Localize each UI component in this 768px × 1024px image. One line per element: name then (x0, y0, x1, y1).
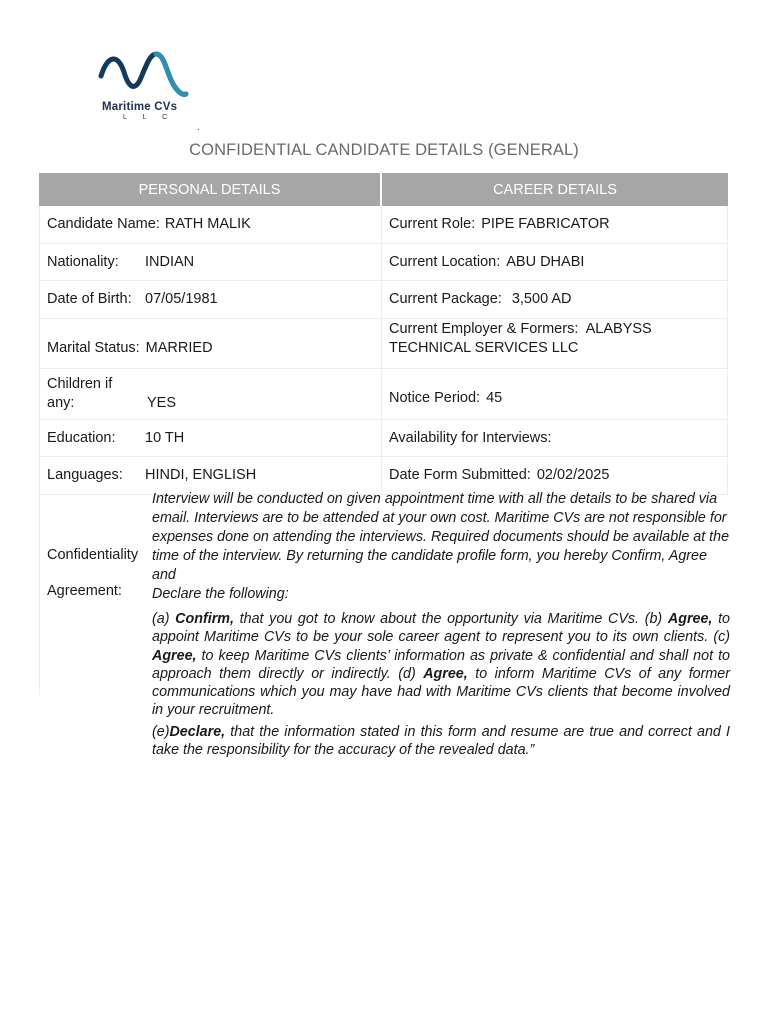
current-package-label: Current Package: (389, 291, 502, 307)
table-row (39, 319, 728, 369)
current-role-cell (382, 206, 728, 243)
children-label: Children if any: (47, 376, 113, 411)
marital-status-cell (39, 319, 382, 368)
children-value: YES (147, 394, 177, 411)
personal-details-header: PERSONAL DETAILS (39, 173, 380, 206)
availability-cell (382, 420, 728, 456)
date-submitted-label: Date Form Submitted: (389, 467, 531, 483)
education-cell (39, 420, 382, 456)
notice-period-value: 45 (486, 389, 503, 406)
clause-b-text: to appoint Maritime CVs to be your sole career agent to represent you to its own clients. (c) (152, 611, 731, 646)
agreement-label-line1: Confidentiality (47, 547, 139, 563)
career-details-header: CAREER DETAILS (382, 173, 728, 206)
logo-name: Maritime CVs (102, 101, 178, 113)
children-cell (39, 369, 382, 419)
clause-e-keyword: Declare, (169, 723, 226, 740)
table-row (39, 206, 728, 244)
education-value: 10 TH (145, 429, 185, 446)
clause-c-keyword: Agree, (152, 647, 197, 664)
stray-dot: . (197, 122, 200, 133)
dob-value: 07/05/1981 (145, 291, 218, 307)
table-row (39, 420, 728, 457)
nationality-value: INDIAN (145, 253, 195, 270)
languages-label: Languages: (47, 467, 123, 483)
current-package-value: 3,500 AD (511, 291, 572, 307)
clause-e-text: that the information stated in this form and resume are true and correct and I take the responsibility for the accuracy of the revealed data.” (152, 723, 730, 759)
notice-period-label: Notice Period: (389, 389, 481, 406)
clause-a-keyword: Confirm, (175, 611, 234, 627)
current-role-label: Current Role: (389, 216, 476, 232)
agreement-label-line2: Agreement: (47, 583, 122, 599)
page-title: CONFIDENTIAL CANDIDATE DETAILS (GENERAL) (189, 141, 579, 159)
languages-cell (39, 457, 382, 494)
agreement-label-cell (39, 490, 146, 695)
candidate-name-value: RATH MALIK (164, 216, 251, 232)
current-location-value: ABU DHABI (506, 253, 585, 270)
clause-d-keyword: Agree, (423, 665, 468, 682)
clause-e-prefix: (e) (152, 723, 170, 740)
clause-a-prefix: (a) (152, 611, 176, 627)
dob-cell (39, 281, 382, 318)
nationality-cell (39, 244, 382, 280)
date-submitted-value: 02/02/2025 (536, 467, 610, 483)
table-row (39, 369, 728, 420)
notice-period-cell (382, 369, 728, 419)
current-employer-cell (382, 319, 728, 368)
candidate-name-label: Candidate Name: (47, 216, 160, 232)
marital-status-label: Marital Status: (47, 340, 140, 356)
table-row (39, 244, 728, 281)
availability-label: Availability for Interviews: (389, 429, 552, 446)
marital-status-value: MARRIED (145, 340, 213, 356)
clause-c-text: to keep Maritime CVs clients’ information as private & confidential and shall not to approach them directly or indirectly. (d) (152, 647, 730, 682)
agreement-clauses (152, 610, 730, 759)
clause-b-keyword: Agree, (667, 611, 713, 627)
agreement-intro: Interview will be conducted on given appointment time with all the details to be shared via email. Interviews are to be attended at your own cost. Maritime CVs are not responsible for expenses done on attending the interviews. Required documents should be available at the time of the interview. By returning the candidate profile form, you hereby Confirm, Agree and Declare the following: (152, 491, 730, 602)
current-employer-value: ALABYSS TECHNICAL SERVICES LLC (389, 321, 652, 356)
clause-a-text: that you got to know about the opportunity via Maritime CVs. (b) (233, 611, 668, 627)
current-location-cell (382, 244, 728, 280)
current-location-label: Current Location: (389, 253, 501, 270)
current-employer-label: Current Employer & Formers: (389, 321, 579, 337)
date-submitted-cell (382, 457, 728, 494)
agreement-clause-e (152, 723, 730, 760)
logo-sub: L L C (123, 114, 175, 121)
table-row (39, 281, 728, 319)
agreement-text (152, 490, 730, 762)
details-table (39, 206, 728, 495)
nationality-label: Nationality: (47, 253, 119, 270)
languages-value: HINDI, ENGLISH (145, 467, 257, 483)
candidate-name-cell (39, 206, 382, 243)
clause-d-text: to inform Maritime CVs of any former communications which you may have had with Maritime CVs clients that become involved in your recruitment. (152, 665, 731, 719)
education-label: Education: (47, 429, 116, 446)
agreement-clauses-a-to-d (152, 610, 730, 720)
dob-label: Date of Birth: (47, 291, 132, 307)
current-role-value: PIPE FABRICATOR (481, 216, 610, 232)
confidentiality-agreement (39, 490, 730, 815)
company-logo (98, 50, 193, 130)
wave-logo-icon (98, 50, 193, 102)
current-package-cell (382, 281, 728, 318)
